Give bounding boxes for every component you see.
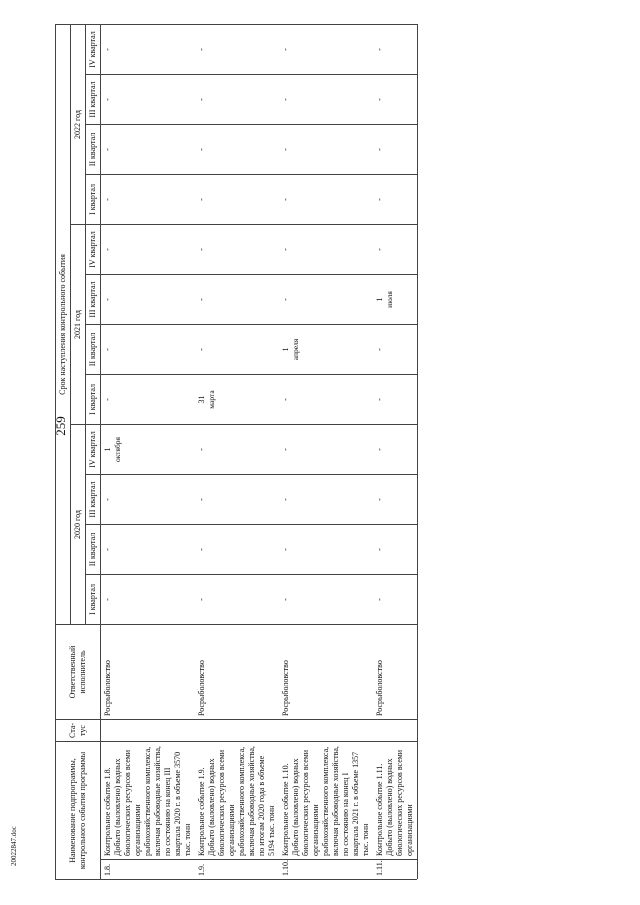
rule-cell [417,625,418,720]
deadline-mark: - [103,348,112,351]
deadline-cell [195,425,279,475]
row-status [373,720,417,742]
deadline-cell [101,275,196,325]
deadline-cell [195,525,279,575]
header-quarter: I квартал [86,575,101,625]
deadline-cell [279,125,373,175]
control-event-name: Контрольное событие 1.8. Добыто (выловлено) водных биологических ресурсов всеми организациями рыбохозяйственного комплекса, включая рыбоводные хозяйства, по состоянию на конец III квартала 2020 г. в объеме 3570 тыс. тонн [101,742,196,860]
rule-cell [417,225,418,275]
deadline-cell [195,175,279,225]
control-event-name: Контрольное событие 1.11. Добыто (выловлено) водных биологических ресурсов всеми организациями [373,742,417,860]
header-quarter: IV квартал [86,24,101,74]
header-quarter: III квартал [86,475,101,525]
rule-cell [417,575,418,625]
rule-cell [417,24,418,74]
control-event-name: Контрольное событие 1.10. Добыто (выловлено) водных биологических ресурсов всеми организациями рыбохозяйственного комплекса, включая рыбоводные хозяйства, по состоянию на конец I квартала 2021 г. в объеме 1357 тыс. тонн [279,742,373,860]
header-quarter: III квартал [86,75,101,125]
deadline-cell [373,425,417,475]
deadline-mark: - [281,248,290,251]
deadline-mark: 1 [103,447,112,452]
deadline-mark: - [103,598,112,601]
header-quarter: II квартал [86,125,101,175]
deadline-cell [101,24,196,74]
deadline-cell [101,375,196,425]
deadline-mark: 1 [281,347,290,352]
rule-cell [417,475,418,525]
deadline-mark: - [103,248,112,251]
deadline-mark: - [281,148,290,151]
deadline-cell [373,175,417,225]
deadline-cell [373,75,417,125]
deadline-mark: - [375,548,384,551]
rule-cell [417,125,418,175]
header-name: Наименование подпрограммы, контрольного события программы [56,742,101,880]
deadline-mark: - [375,348,384,351]
rule-cell [417,525,418,575]
deadline-cell [373,275,417,325]
deadline-mark: - [281,398,290,401]
deadline-cell [195,275,279,325]
rule-cell [417,275,418,325]
deadline-mark: - [375,98,384,101]
deadline-cell [195,225,279,275]
table-row [195,24,279,879]
row-number: 1.10. [279,860,373,880]
deadline-mark: - [281,498,290,501]
deadline-mark: - [197,48,206,51]
row-status [101,720,196,742]
deadline-cell [279,375,373,425]
deadline-month: июля [385,291,394,308]
control-event-name: Контрольное событие 1.9. Добыто (выловлено) водных биологических ресурсов всеми организациями рыбохозяйственного комплекса, включая рыбоводные хозяйства, по итогам 2020 года в объеме 5194 тыс. тонн [195,742,279,860]
control-events-table [55,24,418,880]
deadline-mark: - [197,298,206,301]
deadline-mark: - [281,98,290,101]
deadline-mark: - [197,598,206,601]
header-executor: Ответственный исполнитель [56,625,101,720]
deadline-cell [279,175,373,225]
deadline-mark: - [281,48,290,51]
deadline-cell [279,325,373,375]
deadline-cell [373,575,417,625]
deadline-mark: - [197,98,206,101]
header-quarter: III квартал [86,275,101,325]
table-row [373,24,417,879]
rotated-page-content [55,25,615,880]
header-quarter: IV квартал [86,225,101,275]
deadline-mark: - [375,148,384,151]
rule-cell [417,860,418,880]
deadline-cell [279,75,373,125]
deadline-mark: - [281,298,290,301]
deadline-cell [101,125,196,175]
deadline-mark: - [197,348,206,351]
deadline-cell [373,225,417,275]
rule-cell [417,742,418,860]
deadline-mark: - [103,198,112,201]
deadline-mark: - [103,98,112,101]
responsible-executor: Росрыболовство [101,625,196,720]
deadline-mark: - [375,198,384,201]
deadline-cell [373,475,417,525]
header-year-2021: 2021 год [71,225,86,425]
deadline-cell [195,375,279,425]
deadline-mark: - [103,148,112,151]
deadline-mark: - [375,598,384,601]
header-year-2020: 2020 год [71,425,86,625]
table-bottom-rule [417,24,418,879]
rule-cell [417,75,418,125]
deadline-cell [279,475,373,525]
rule-cell [417,325,418,375]
deadline-cell [373,24,417,74]
deadline-cell [195,125,279,175]
deadline-cell [195,575,279,625]
responsible-executor: Росрыболовство [279,625,373,720]
deadline-mark: - [103,48,112,51]
deadline-cell [279,24,373,74]
header-year-2022: 2022 год [71,24,86,224]
deadline-cell [373,375,417,425]
deadline-cell [373,525,417,575]
deadline-mark: - [197,148,206,151]
deadline-cell [101,75,196,125]
deadline-mark: - [375,248,384,251]
deadline-cell [101,225,196,275]
deadline-cell [101,575,196,625]
deadline-cell [279,525,373,575]
table-body [101,24,418,879]
header-deadline: Срок наступления контрольного события [56,24,71,624]
deadline-cell [279,225,373,275]
deadline-cell [101,425,196,475]
deadline-mark: - [197,248,206,251]
row-number: 1.9. [195,860,279,880]
deadline-cell [101,325,196,375]
table-row [279,24,373,879]
deadline-mark: - [103,498,112,501]
deadline-mark: 1 [375,297,384,302]
deadline-cell [373,125,417,175]
deadline-mark: - [197,448,206,451]
deadline-cell [373,325,417,375]
header-quarter: II квартал [86,525,101,575]
deadline-mark: - [281,548,290,551]
deadline-cell [279,275,373,325]
deadline-cell [279,575,373,625]
deadline-mark: - [375,448,384,451]
deadline-month: апреля [291,338,300,361]
deadline-mark: - [375,48,384,51]
deadline-month: марта [207,390,216,409]
deadline-cell [195,475,279,525]
deadline-mark: - [197,198,206,201]
deadline-mark: 31 [197,395,206,404]
rule-cell [417,425,418,475]
deadline-mark: - [103,548,112,551]
deadline-mark: - [197,498,206,501]
rule-cell [417,175,418,225]
deadline-mark: - [103,398,112,401]
responsible-executor: Росрыболовство [373,625,417,720]
deadline-mark: - [375,398,384,401]
deadline-cell [101,525,196,575]
table-row [101,24,196,879]
row-status [195,720,279,742]
header-quarter: II квартал [86,325,101,375]
deadline-mark: - [197,548,206,551]
row-number: 1.8. [101,860,196,880]
rule-cell [417,720,418,742]
deadline-mark: - [103,298,112,301]
deadline-month: октября [113,437,122,462]
responsible-executor: Росрыболовство [195,625,279,720]
deadline-cell [195,325,279,375]
deadline-mark: - [281,198,290,201]
rule-cell [417,375,418,425]
header-quarter: I квартал [86,175,101,225]
header-status: Ста-тус [56,720,101,742]
page-number: 259 [53,416,68,436]
deadline-cell [101,475,196,525]
deadline-cell [195,24,279,74]
deadline-mark: - [375,498,384,501]
deadline-cell [101,175,196,225]
row-number: 1.11. [373,860,417,880]
header-quarter: IV квартал [86,425,101,475]
deadline-mark: - [281,598,290,601]
deadline-cell [279,425,373,475]
header-quarter: I квартал [86,375,101,425]
deadline-mark: - [281,448,290,451]
row-status [279,720,373,742]
document-code: 20022847.doc [10,826,18,866]
deadline-cell [195,75,279,125]
